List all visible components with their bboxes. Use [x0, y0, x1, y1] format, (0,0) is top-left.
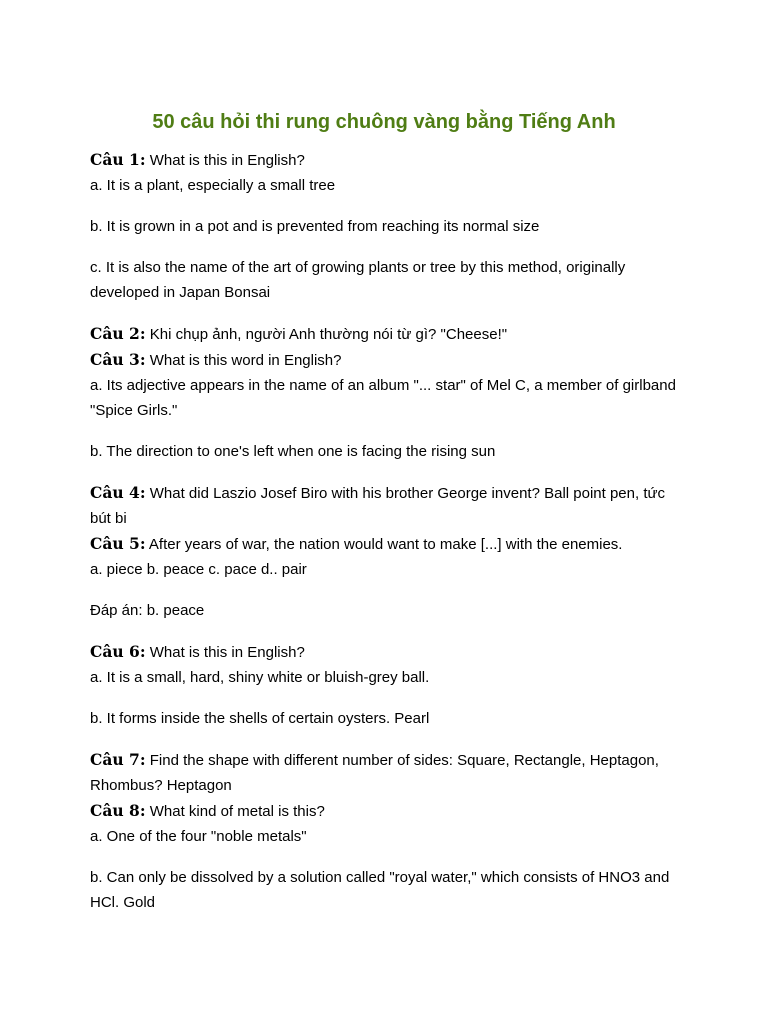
question-text: After years of war, the nation would want to make [...] with the enemies.: [145, 536, 623, 553]
question-text: What is this word in English?: [145, 352, 342, 369]
question-5-answer: Đáp án: b. peace: [90, 602, 205, 619]
question-6-option-a: a. It is a small, hard, shiny white or bluish-grey ball.: [90, 669, 430, 686]
question-5: [90, 531, 680, 557]
question-5-options: a. piece b. peace c. pace d.. pair: [90, 561, 307, 578]
question-text: What is this in English?: [145, 644, 305, 661]
question-6-option-b: b. It forms inside the shells of certain oysters. Pearl: [90, 710, 430, 727]
question-6: [90, 639, 680, 665]
question-4: [90, 480, 680, 531]
question-7: [90, 747, 680, 798]
question-1-option-a: a. It is a plant, especially a small tree: [90, 177, 336, 194]
question-3: [90, 347, 680, 373]
question-label: Câu 5:: [90, 534, 146, 553]
page-title: 50 câu hỏi thi rung chuông vàng bằng Tiếng Anh: [152, 111, 616, 133]
question-label: Câu 1:: [90, 150, 146, 169]
question-text: What did Laszio Josef Biro with his brother George invent? Ball point pen, tức bút bi: [90, 485, 666, 527]
question-label: Câu 4:: [90, 483, 146, 502]
question-1-option-b: b. It is grown in a pot and is prevented from reaching its normal size: [90, 218, 540, 235]
question-text: What is this in English?: [145, 152, 305, 169]
question-2: [90, 321, 680, 347]
document-body: [90, 147, 680, 915]
question-1: [90, 147, 680, 173]
question-8-option-a: a. One of the four "noble metals": [90, 828, 307, 845]
question-label: Câu 6:: [90, 642, 146, 661]
question-8-option-b: b. Can only be dissolved by a solution called "royal water," which consists of HNO3 and HCl. Gold: [90, 869, 670, 911]
question-text: What kind of metal is this?: [145, 803, 325, 820]
question-label: Câu 8:: [90, 801, 146, 820]
question-label: Câu 2:: [90, 324, 146, 343]
question-text: Find the shape with different number of sides: Square, Rectangle, Heptagon, Rhombus? Heptagon: [90, 752, 659, 794]
question-3-option-b: b. The direction to one's left when one is facing the rising sun: [90, 443, 496, 460]
question-text: Khi chụp ảnh, người Anh thường nói từ gì? "Cheese!": [145, 326, 508, 343]
question-label: Câu 7:: [90, 750, 146, 769]
question-label: Câu 3:: [90, 350, 146, 369]
question-1-option-c: c. It is also the name of the art of growing plants or tree by this method, originally developed in Japan Bonsai: [90, 259, 626, 301]
question-3-option-a: a. Its adjective appears in the name of an album "... star" of Mel C, a member of girlband "Spice Girls.": [90, 377, 676, 419]
question-8: [90, 798, 680, 824]
